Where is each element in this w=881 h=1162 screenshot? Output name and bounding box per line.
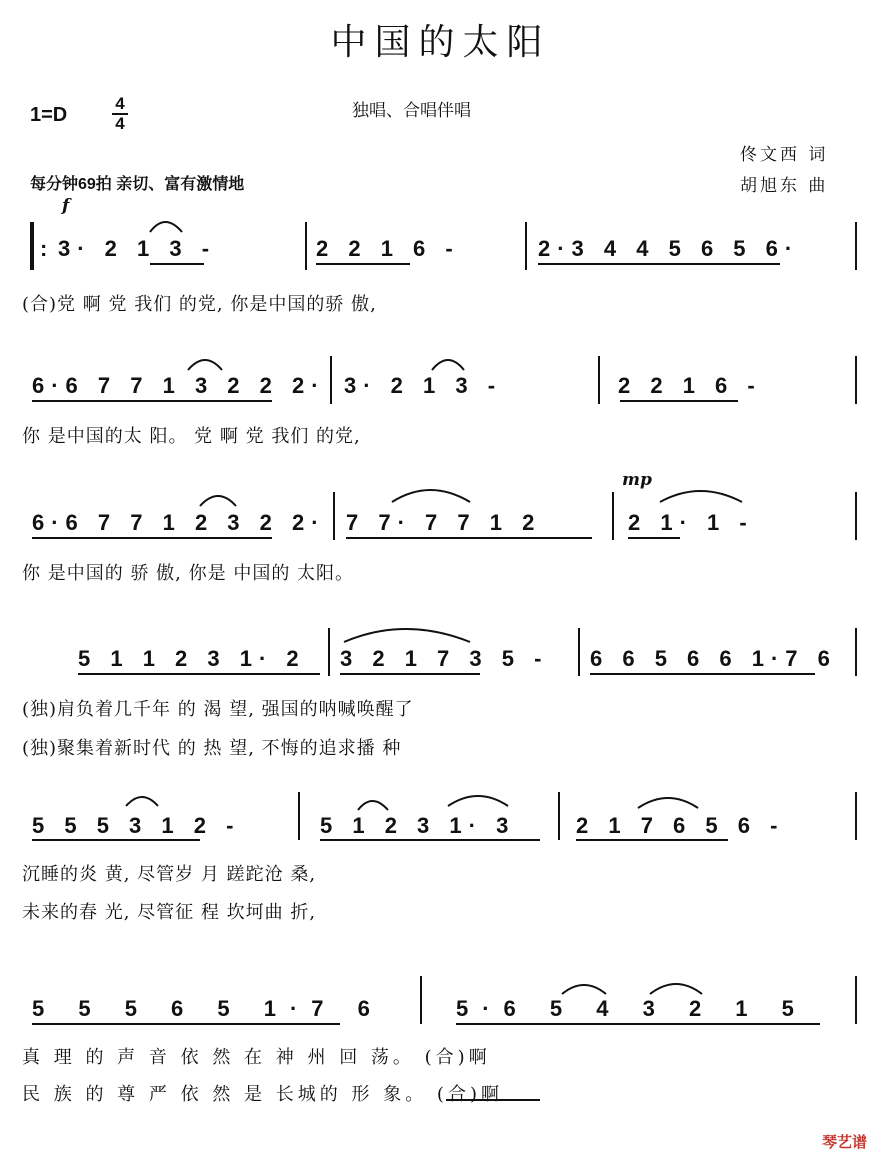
system-4-lyrics-2: (独)聚集着新时代 的 热 望, 不悔的追求播 种	[22, 738, 402, 759]
system-3-measure-3: 2 1· 1 -	[628, 510, 754, 535]
system-1-measure-1: 3· 2 1 3 -	[58, 236, 217, 261]
key-signature: 1=D	[30, 104, 68, 126]
system-4-measure-3: 6 6 5 6 6 1·7 6	[590, 646, 837, 671]
system-5-measure-1: 5 5 5 3 1 2 -	[32, 813, 241, 838]
system-1-measure-2: 2 2 1 6 -	[316, 236, 460, 261]
system-5-lyrics-1: 沉睡的炎 黄, 尽管岁 月 蹉跎沧 桑,	[22, 864, 317, 885]
system-3-measure-1: 6·6 7 7 1 2 3 2 2·	[32, 510, 326, 535]
composer-credit: 胡旭东 曲	[740, 176, 829, 196]
system-6-measure-2: 5·6 5 4 3 2 1 5	[456, 996, 808, 1021]
system-2-measure-1: 6·6 7 7 1 3 2 2 2·	[32, 373, 326, 398]
system-2-measure-2: 3· 2 1 3 -	[344, 373, 503, 398]
system-6-lyrics-1: 真 理 的 声 音 依 然 在 神 州 回 荡。 (合)啊	[22, 1047, 491, 1068]
system-1-measure-3: 2·3 4 4 5 6 5 6·	[538, 236, 800, 261]
watermark-logo: 琴艺谱	[821, 1134, 867, 1151]
system-4-measure-2: 3 2 1 7 3 5 -	[340, 646, 549, 671]
dynamic-mezzo-piano: mp	[622, 470, 652, 490]
time-signature-top: 4	[115, 94, 125, 113]
song-title: 中国的太阳	[330, 22, 551, 63]
system-3-lyrics-1: 你 是中国的 骄 傲, 你是 中国的 太阳。	[22, 563, 355, 584]
system-5-measure-2: 5 1 2 3 1· 3	[320, 813, 516, 838]
lyricist-credit: 佟文西 词	[740, 145, 829, 165]
dynamic-forte: f	[62, 196, 70, 216]
system-4-measure-1: 5 1 1 2 3 1· 2	[78, 646, 306, 671]
time-signature-bottom: 4	[115, 114, 125, 133]
system-5-measure-3: 2 1 7 6 5 6 -	[576, 813, 785, 838]
system-2-lyrics-1: 你 是中国的太 阳。 党 啊 党 我们 的党,	[22, 426, 361, 447]
system-2-measure-3: 2 2 1 6 -	[618, 373, 762, 398]
system-6-measure-1: 5 5 5 6 5 1·7 6	[32, 996, 384, 1021]
system-3-measure-2: 7 7· 7 7 1 2	[346, 510, 542, 535]
performance-note: 独唱、合唱伴唱	[352, 101, 471, 121]
system-1-lyrics-1: (合)党 啊 党 我们 的党, 你是中国的骄 傲,	[22, 294, 377, 315]
system-5-lyrics-2: 未来的春 光, 尽管征 程 坎坷曲 折,	[22, 902, 317, 923]
system-6-lyrics-2: 民 族 的 尊 严 依 然 是 长城的 形 象。 (合)啊	[22, 1084, 503, 1105]
tempo-marking: 每分钟69拍 亲切、富有激情地	[30, 176, 245, 193]
system-4-lyrics-1: (独)肩负着几千年 的 渴 望, 强国的呐喊唤醒了	[22, 699, 414, 720]
